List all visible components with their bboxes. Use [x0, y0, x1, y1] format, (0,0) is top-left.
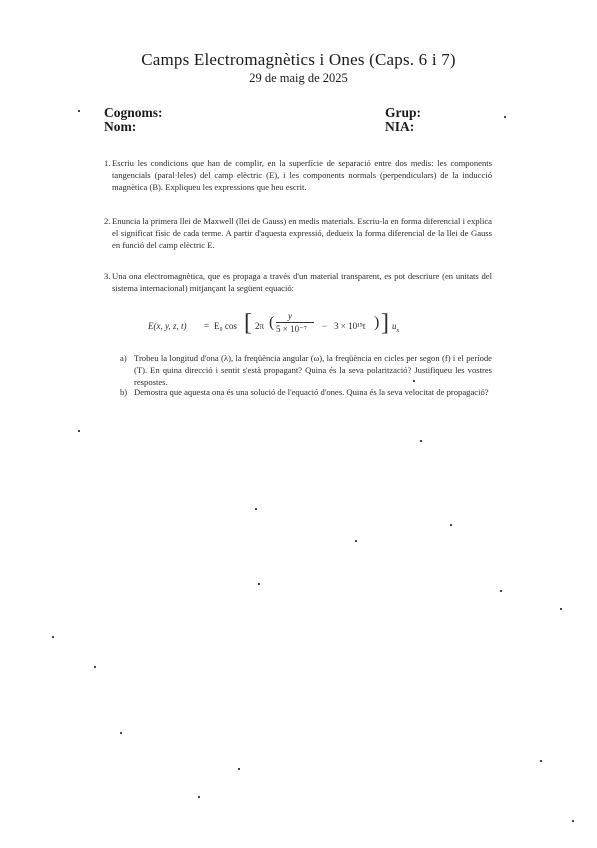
part-label: a) [120, 353, 127, 363]
scan-speckle [450, 524, 452, 526]
equation-amplitude: E₀ cos [214, 321, 237, 331]
scan-speckle [500, 590, 502, 592]
equation-term2: 3 × 10¹⁵t [334, 321, 366, 331]
scan-speckle [78, 110, 80, 112]
scan-speckle [420, 440, 422, 442]
question-number: 2. [104, 216, 111, 226]
scan-speckle [413, 380, 415, 382]
question-number: 3. [104, 271, 111, 281]
equation-numerator: y [288, 311, 292, 321]
wave-equation [148, 312, 448, 342]
scan-speckle [78, 430, 80, 432]
scan-speckle [238, 768, 240, 770]
scan-speckle [572, 820, 574, 822]
question-text: Escriu les condicions que han de complir, en la superfície de separació entre dos medis: les components tangencials (paral·leles) del camp elèctric (E), i les components normals (perpendiculars) de la inducció magnètica (B). Expliqueu les expressions que heu escrit. [112, 158, 492, 192]
question-3-part-a [120, 352, 492, 388]
nom-label: Nom: [104, 119, 137, 134]
equation-twopi: 2π [255, 321, 265, 331]
scan-speckle [504, 116, 506, 118]
part-text: Demostra que aquesta ona és una solució de l'equació d'ones. Quina és la seva velocitat de propagació? [134, 387, 489, 397]
scan-speckle [258, 583, 260, 585]
equation-lhs: E(x, y, z, t) [148, 321, 187, 331]
cognoms-label: Cognoms: [104, 105, 163, 120]
scan-speckle [560, 608, 562, 610]
fraction-bar [276, 322, 314, 323]
question-text: Enuncia la primera llei de Maxwell (llei de Gauss) en medis materials. Escriu-la en forma diferencial i explica el significat físic de cada terme. A partir d'aquesta expressió, dedueix la forma diferencial de la llei de Gauss en funció del camp elèctric E. [112, 216, 492, 250]
equation-unit-vector: $u_x$ [392, 321, 400, 334]
question-2 [104, 215, 492, 251]
scan-speckle [355, 540, 357, 542]
scan-speckle [52, 636, 54, 638]
grup-label: Grup: [385, 105, 422, 120]
question-3-part-b [120, 386, 492, 398]
page-title: Camps Electromagnètics i Ones (Caps. 6 i 7) [141, 50, 456, 69]
part-label: b) [120, 387, 128, 397]
scan-speckle [540, 760, 542, 762]
scan-speckle [94, 666, 96, 668]
question-1 [104, 157, 492, 193]
scan-speckle [255, 508, 257, 510]
scan-speckle [198, 796, 200, 798]
scan-speckle [120, 732, 122, 734]
equation-paren-open: ( [269, 314, 275, 331]
equation-denominator: 5 × 10⁻⁷ [276, 324, 307, 334]
equation-equals: = [204, 321, 210, 331]
equation-paren-close: ) [374, 314, 380, 331]
part-text: Trobeu la longitud d'ona (λ), la freqüència angular (ω), la freqüència en cicles per segon (f) i el període (T). En quina direcció i sentit s'està propagant? Quina és la seva polarització? Justifiqueu les vostres respostes. [134, 353, 492, 387]
question-number: 1. [104, 158, 111, 168]
question-3 [104, 270, 492, 294]
equation-bracket-open: [ [244, 310, 252, 336]
question-text: Una ona electromagnètica, que es propaga a través d'un material transparent, es pot descriure (en unitats del sistema internacional) mitjançant la següent equació: [112, 271, 492, 293]
exam-date: 29 de maig de 2025 [249, 71, 348, 85]
equation-bracket-close: ] [381, 310, 389, 336]
nia-label: NIA: [385, 119, 415, 134]
equation-minus: − [322, 321, 328, 331]
